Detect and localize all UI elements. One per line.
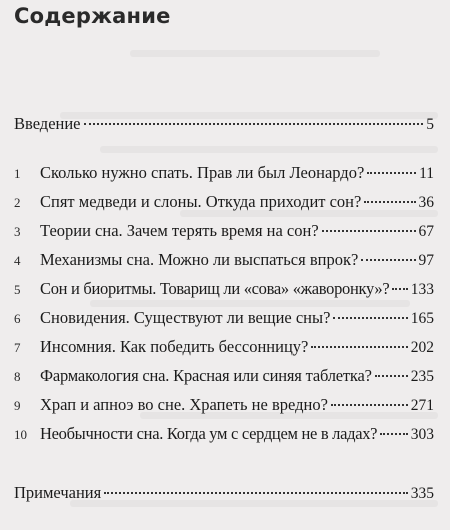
toc-entry-chapter (14, 337, 434, 361)
toc-entry-page: 11 (419, 165, 434, 182)
toc-entry-title: Механизмы сна. Можно ли выспаться впрок? (40, 250, 359, 269)
toc-entry-title: Введение (14, 114, 81, 133)
chapter-number: 5 (14, 282, 21, 297)
toc-entry-title: Храп и апноэ во сне. Храпеть не вредно? (40, 395, 328, 414)
toc-entry-page: 202 (410, 339, 434, 356)
chapter-number: 3 (14, 224, 21, 239)
dot-leader (380, 433, 408, 435)
toc-entry-title: Сколько нужно спать. Прав ли был Леонардо? (40, 163, 365, 182)
dot-leader (311, 346, 407, 348)
dot-leader (322, 230, 416, 232)
toc-entry-chapter (14, 308, 434, 332)
show-through-texture (100, 146, 438, 153)
dot-leader (84, 123, 424, 125)
toc-entry-title: Сновидения. Существуют ли вещие сны? (40, 308, 331, 327)
dot-leader (375, 375, 408, 377)
dot-leader (392, 288, 407, 290)
toc-entry-page: 133 (410, 281, 434, 298)
dot-leader (364, 201, 415, 203)
toc-entry-page: 165 (410, 310, 434, 327)
chapter-number: 6 (14, 311, 21, 326)
chapter-number: 8 (14, 369, 21, 384)
chapter-number: 9 (14, 398, 21, 413)
chapter-number: 1 (14, 166, 21, 181)
toc-entry-page: 97 (418, 252, 434, 269)
toc-entry-page: 303 (410, 426, 434, 443)
toc-entry-page: 67 (418, 223, 434, 240)
toc-entry-chapter (14, 192, 434, 216)
chapter-number: 4 (14, 253, 21, 268)
chapter-number: 10 (14, 427, 27, 442)
toc-entry-title: Примечания (14, 483, 102, 502)
toc-entry-page: 235 (410, 368, 434, 385)
toc-entry-notes (14, 483, 434, 507)
toc-entry-chapter (14, 250, 434, 274)
dot-leader (104, 492, 408, 494)
toc-entry-chapter (14, 424, 434, 448)
toc-entry-title: Спят медведи и слоны. Откуда приходит сон? (40, 192, 362, 211)
toc-entry-chapter (14, 395, 434, 419)
toc-entry-page: 36 (418, 194, 434, 211)
toc-entry-chapter (14, 279, 434, 303)
dot-leader (331, 404, 408, 406)
chapter-number: 2 (14, 195, 21, 210)
show-through-texture (130, 50, 380, 57)
toc-entry-title: Необычности сна. Когда ум с сердцем не в ладах? (40, 424, 378, 443)
toc-entry-page: 5 (426, 116, 434, 133)
toc-entry-title: Теории сна. Зачем терять время на сон? (40, 221, 319, 240)
dot-leader (333, 317, 407, 319)
toc-entry-title: Сон и биоритмы. Товарищ ли «сова» «жаворонку»? (40, 279, 390, 298)
dot-leader (367, 172, 416, 174)
page-title: Содержание (14, 4, 171, 28)
toc-entry-chapter (14, 163, 434, 187)
chapter-number: 7 (14, 340, 21, 355)
toc-entry-title: Инсомния. Как победить бессонницу? (40, 337, 309, 356)
toc-entry-chapter (14, 366, 434, 390)
toc-entry-page: 271 (410, 397, 434, 414)
toc-entry-page: 335 (410, 485, 434, 502)
toc-entry-intro (14, 114, 434, 138)
toc-entry-title: Фармакология сна. Красная или синяя таблетка? (40, 366, 372, 385)
toc-entry-chapter (14, 221, 434, 245)
dot-leader (361, 259, 415, 261)
